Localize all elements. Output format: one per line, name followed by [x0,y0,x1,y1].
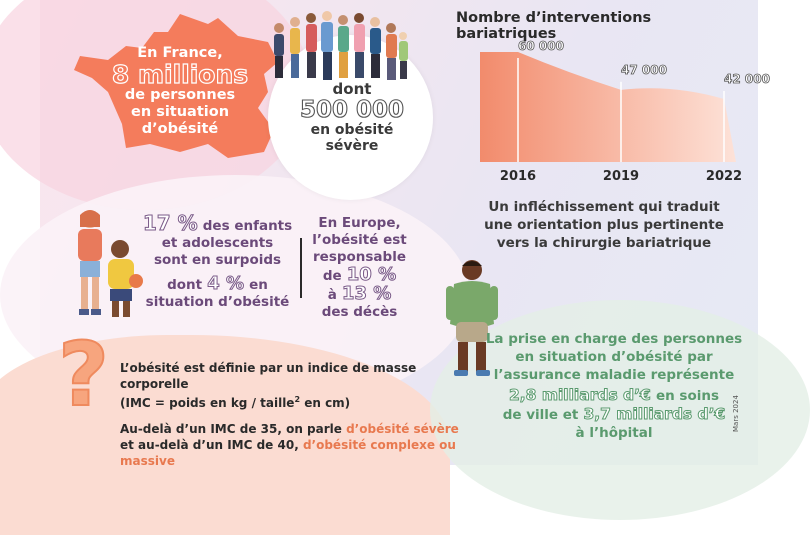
trend-line1: Un infléchissement qui traduit [488,199,720,215]
imc-definition [120,360,480,469]
europe-de: de [322,268,342,284]
cost-line6: à l’hôpital [575,425,653,441]
children-pct2: 4 % [207,273,245,294]
children-line1: des enfants [202,218,293,234]
chart-category-label: 2022 [705,169,743,184]
europe-line1: En Europe, [318,215,401,231]
children-en: en [249,277,268,293]
infographic [40,0,770,468]
trend-text [470,198,738,252]
france-line3: en situation [130,104,230,120]
cost-amount2: 3,7 milliards d’€ [583,405,726,423]
severe-line2: en obésité [310,122,394,138]
children-line3: sont en surpoids [153,252,282,268]
children-stat [140,211,295,311]
children-pct: 17 % [142,211,198,235]
children-illustration-icon [70,205,145,325]
europe-pct2: 13 % [341,283,392,304]
imc-line4a: et au-delà d’un IMC de 40, [120,438,299,452]
children-line4: situation d’obésité [145,294,290,310]
chart-value-label: 42 000 [724,72,770,86]
severe-big-number: 500 000 [299,97,405,123]
severe-line3: sévère [325,138,379,154]
trend-line3: vers la chirurgie bariatrique [496,235,712,251]
cost-line5a: de ville et [502,407,579,423]
europe-stat [302,215,417,321]
cost-line2: en situation d’obésité par [515,349,713,365]
cost-line3: l’assurance maladie représente [493,367,735,383]
imc-sup: 2 [294,395,301,404]
france-line2: de personnes [124,87,236,103]
chart-title: Nombre d’interventions bariatriques [456,10,652,42]
severe-line1: dont [332,80,372,98]
imc-line1: L’obésité est définie par un indice de masse corporelle [120,361,417,391]
europe-line4: des décès [321,304,398,320]
cost-line1: La prise en charge des personnes [485,331,743,347]
crowd-illustration-icon [265,8,410,93]
date-label: Mars 2024 [732,395,740,432]
imc-line2b: en cm) [300,396,351,410]
cost-line4: en soins [655,388,719,404]
bariatric-chart [478,39,770,185]
france-big-number: 8 millions [111,60,249,89]
cost-stat [480,330,748,442]
france-stat [90,45,270,138]
france-line1: En France, [137,45,223,61]
chart-value-label: 47 000 [621,62,667,77]
trend-line2: une orientation plus pertinente [484,217,724,233]
france-line4: d’obésité [141,121,219,137]
europe-line3: responsable [313,249,406,265]
europe-line2: l’obésité est [312,232,407,248]
chart-value-label: 60 000 [518,39,564,53]
europe-a: à [327,287,337,303]
chart-category-label: 2019 [602,169,640,184]
children-line2: et adolescents [161,235,274,251]
question-mark-icon: ? [58,323,110,426]
imc-line3b: d’obésité sévère [346,422,459,436]
chart-category-label: 2016 [499,169,537,184]
cost-amount1: 2,8 milliards d’€ [508,386,651,404]
imc-line3a: Au-delà d’un IMC de 35, on parle [120,422,342,436]
children-dont: dont [167,277,203,293]
europe-pct1: 10 % [346,264,397,285]
imc-line4b: d’obésité complexe ou massive [120,438,456,468]
imc-line2a: (IMC = poids en kg / taille [120,396,295,410]
